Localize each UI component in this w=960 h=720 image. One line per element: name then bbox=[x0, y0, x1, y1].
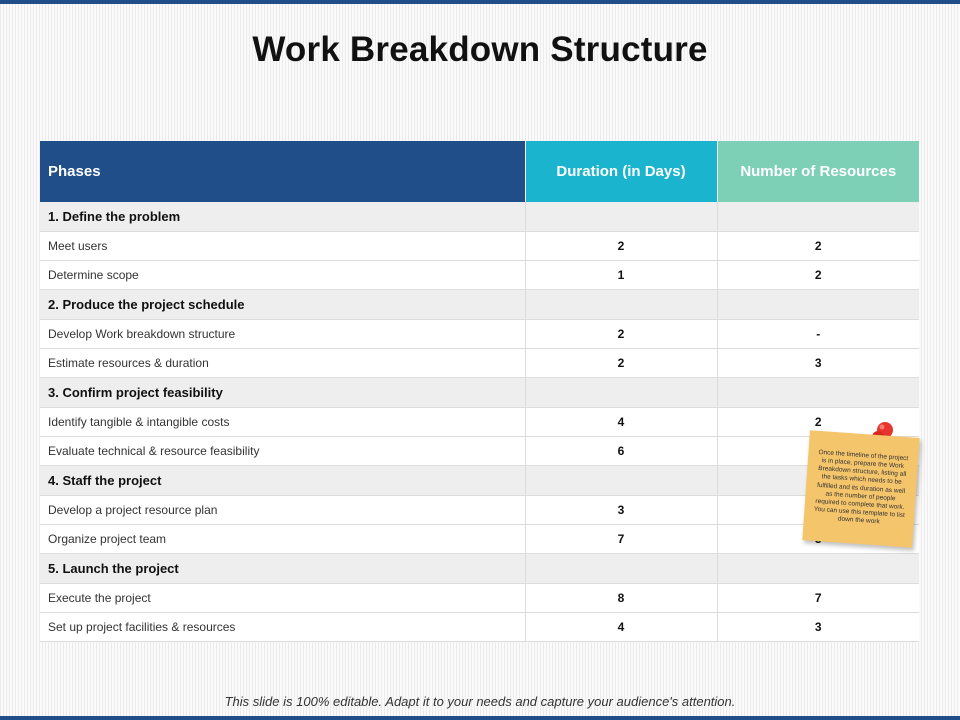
cell-duration bbox=[525, 466, 717, 496]
cell-phase: Develop Work breakdown structure bbox=[40, 320, 525, 349]
cell-phase: 3. Confirm project feasibility bbox=[40, 378, 525, 408]
cell-duration: 4 bbox=[525, 613, 717, 642]
cell-resources: 2 bbox=[717, 408, 919, 437]
page-title: Work Breakdown Structure bbox=[252, 30, 708, 69]
cell-phase: Execute the project bbox=[40, 584, 525, 613]
phase-group-row bbox=[40, 378, 919, 408]
table-row bbox=[40, 496, 919, 525]
header-resources: Number of Resources bbox=[717, 141, 919, 202]
table-row bbox=[40, 584, 919, 613]
wbs-table bbox=[40, 141, 919, 642]
header-duration: Duration (in Days) bbox=[525, 141, 717, 202]
cell-phase: Meet users bbox=[40, 232, 525, 261]
cell-duration: 3 bbox=[525, 496, 717, 525]
table-row bbox=[40, 232, 919, 261]
cell-resources: 2 bbox=[717, 261, 919, 290]
table-row bbox=[40, 320, 919, 349]
table-row bbox=[40, 613, 919, 642]
cell-duration: 8 bbox=[525, 584, 717, 613]
cell-phase: 1. Define the problem bbox=[40, 202, 525, 232]
bottom-accent-bar bbox=[0, 716, 960, 720]
table-row bbox=[40, 349, 919, 378]
sticky-note: Once the timeline of the project is in place, prepare the Work Breakdown structure, listing all the tasks which needs to be fulfilled and its duration as well as the number of people required to complete that work. You can use this template to list down the work bbox=[802, 430, 919, 547]
top-accent-bar bbox=[0, 0, 960, 4]
cell-duration: 2 bbox=[525, 320, 717, 349]
cell-resources: 3 bbox=[717, 613, 919, 642]
cell-resources: - bbox=[717, 320, 919, 349]
cell-duration bbox=[525, 290, 717, 320]
table-row bbox=[40, 525, 919, 554]
phase-group-row bbox=[40, 290, 919, 320]
cell-duration bbox=[525, 378, 717, 408]
cell-resources bbox=[717, 290, 919, 320]
cell-resources: 3 bbox=[717, 349, 919, 378]
cell-resources: 7 bbox=[717, 584, 919, 613]
cell-duration: 1 bbox=[525, 261, 717, 290]
cell-resources bbox=[717, 378, 919, 408]
cell-duration: 2 bbox=[525, 349, 717, 378]
cell-phase: 2. Produce the project schedule bbox=[40, 290, 525, 320]
table-row bbox=[40, 261, 919, 290]
phase-group-row bbox=[40, 202, 919, 232]
cell-phase: Develop a project resource plan bbox=[40, 496, 525, 525]
cell-duration bbox=[525, 554, 717, 584]
header-phases: Phases bbox=[40, 141, 525, 202]
cell-duration: 7 bbox=[525, 525, 717, 554]
cell-resources bbox=[717, 554, 919, 584]
table-row bbox=[40, 408, 919, 437]
cell-duration: 2 bbox=[525, 232, 717, 261]
table-row bbox=[40, 437, 919, 466]
cell-duration bbox=[525, 202, 717, 232]
phase-group-row bbox=[40, 466, 919, 496]
phase-group-row bbox=[40, 554, 919, 584]
cell-phase: 5. Launch the project bbox=[40, 554, 525, 584]
cell-duration: 4 bbox=[525, 408, 717, 437]
cell-resources: 2 bbox=[717, 232, 919, 261]
cell-phase: Organize project team bbox=[40, 525, 525, 554]
cell-phase: Identify tangible & intangible costs bbox=[40, 408, 525, 437]
table-body bbox=[40, 202, 919, 642]
cell-duration: 6 bbox=[525, 437, 717, 466]
table-header-row bbox=[40, 141, 919, 202]
cell-phase: Evaluate technical & resource feasibility bbox=[40, 437, 525, 466]
footer-note: This slide is 100% editable. Adapt it to your needs and capture your audience's attention. bbox=[224, 694, 736, 709]
cell-phase: Determine scope bbox=[40, 261, 525, 290]
cell-resources bbox=[717, 202, 919, 232]
cell-phase: Estimate resources & duration bbox=[40, 349, 525, 378]
cell-phase: 4. Staff the project bbox=[40, 466, 525, 496]
cell-phase: Set up project facilities & resources bbox=[40, 613, 525, 642]
